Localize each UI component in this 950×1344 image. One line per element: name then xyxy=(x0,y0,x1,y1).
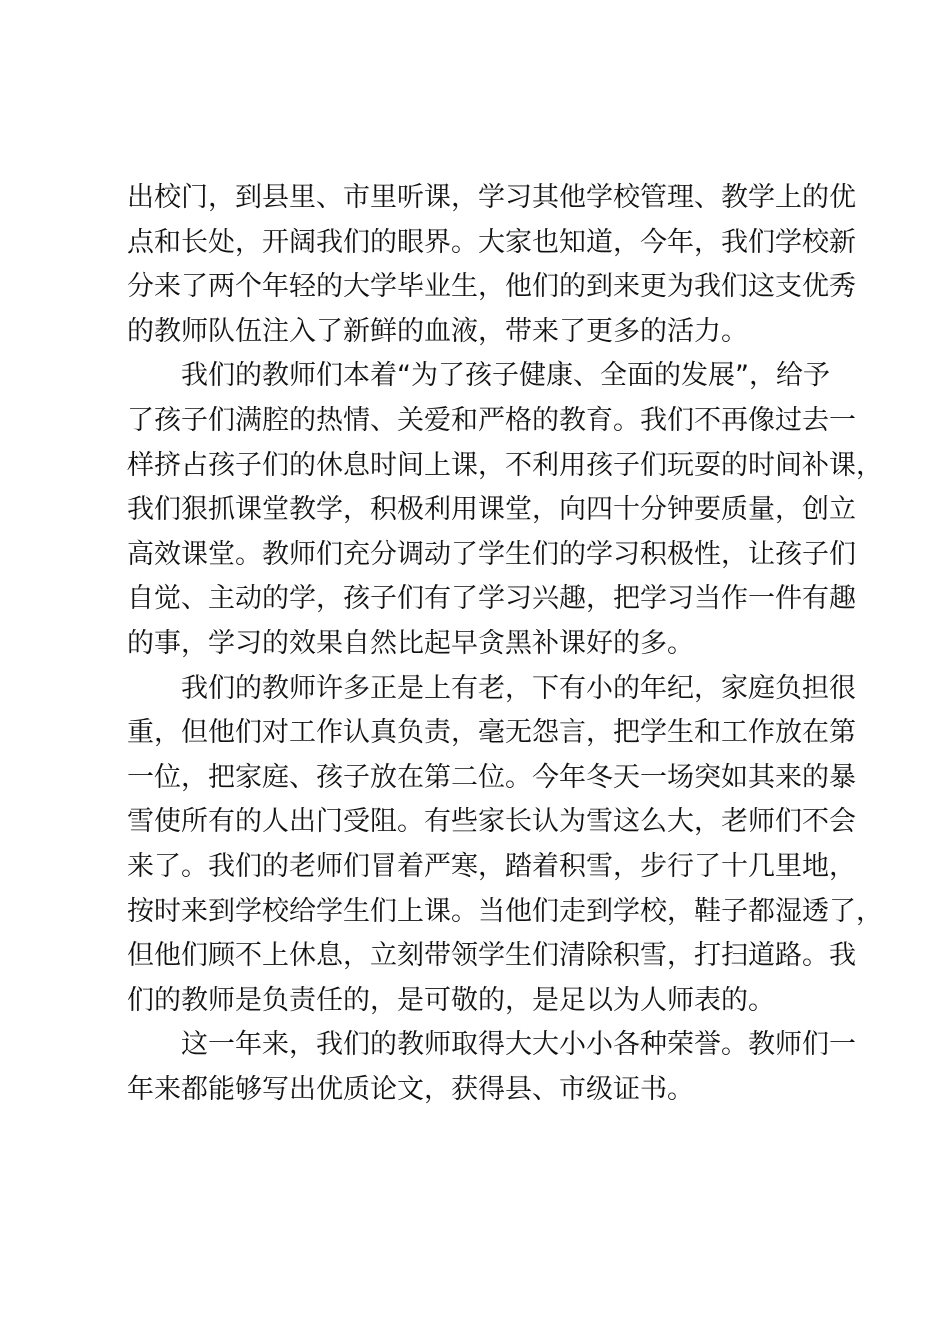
text-line: 按时来到学校给学生们上课。当他们走到学校，鞋子都湿透了， xyxy=(127,895,883,927)
text-line: 高效课堂。教师们充分调动了学生们的学习积极性，让孩子们 xyxy=(127,538,856,570)
text-line: 样挤占孩子们的休息时间上课，不利用孩子们玩耍的时间补课， xyxy=(127,449,883,481)
text-line: 出校门，到县里、市里听课，学习其他学校管理、教学上的优 xyxy=(127,182,856,213)
text-line: 但他们顾不上休息，立刻带领学生们清除积雪，打扫道路。我 xyxy=(127,940,856,972)
text-line: 点和长处，开阔我们的眼界。大家也知道，今年，我们学校新 xyxy=(127,226,856,258)
text-line: 年来都能够写出优质论文，获得县、市级证书。 xyxy=(127,1073,694,1105)
text-line: 的事，学习的效果自然比起早贪黑补课好的多。 xyxy=(127,627,694,659)
text-line: 我们狠抓课堂教学，积极利用课堂，向四十分钟要质量，创立 xyxy=(127,494,856,526)
text-line: 分来了两个年轻的大学毕业生，他们的到来更为我们这支优秀 xyxy=(127,271,856,303)
text-line: 雪使所有的人出门受阻。有些家长认为雪这么大，老师们不会 xyxy=(127,806,856,838)
paragraph-first-line: 我们的教师们本着“为了孩子健康、全面的发展”，给予 xyxy=(181,360,830,392)
text-line: 的教师队伍注入了新鲜的血液，带来了更多的活力。 xyxy=(127,315,748,347)
text-line: 了孩子们满腔的热情、关爱和严格的教育。我们不再像过去一 xyxy=(127,404,856,436)
text-line: 自觉、主动的学，孩子们有了学习兴趣，把学习当作一件有趣 xyxy=(127,583,856,615)
body-text xyxy=(127,176,883,1112)
paragraph-first-line: 这一年来，我们的教师取得大大小小各种荣誉。教师们一 xyxy=(181,1029,856,1061)
text-line: 一位，把家庭、孩子放在第二位。今年冬天一场突如其来的暴 xyxy=(127,761,856,793)
text-line: 们的教师是负责任的，是可敬的，是足以为人师表的。 xyxy=(127,984,775,1016)
text-line: 来了。我们的老师们冒着严寒，踏着积雪，步行了十几里地， xyxy=(127,850,856,882)
paragraph-first-line: 我们的教师许多正是上有老，下有小的年纪，家庭负担很 xyxy=(181,672,856,704)
text-line: 重，但他们对工作认真负责，毫无怨言，把学生和工作放在第 xyxy=(127,717,856,749)
